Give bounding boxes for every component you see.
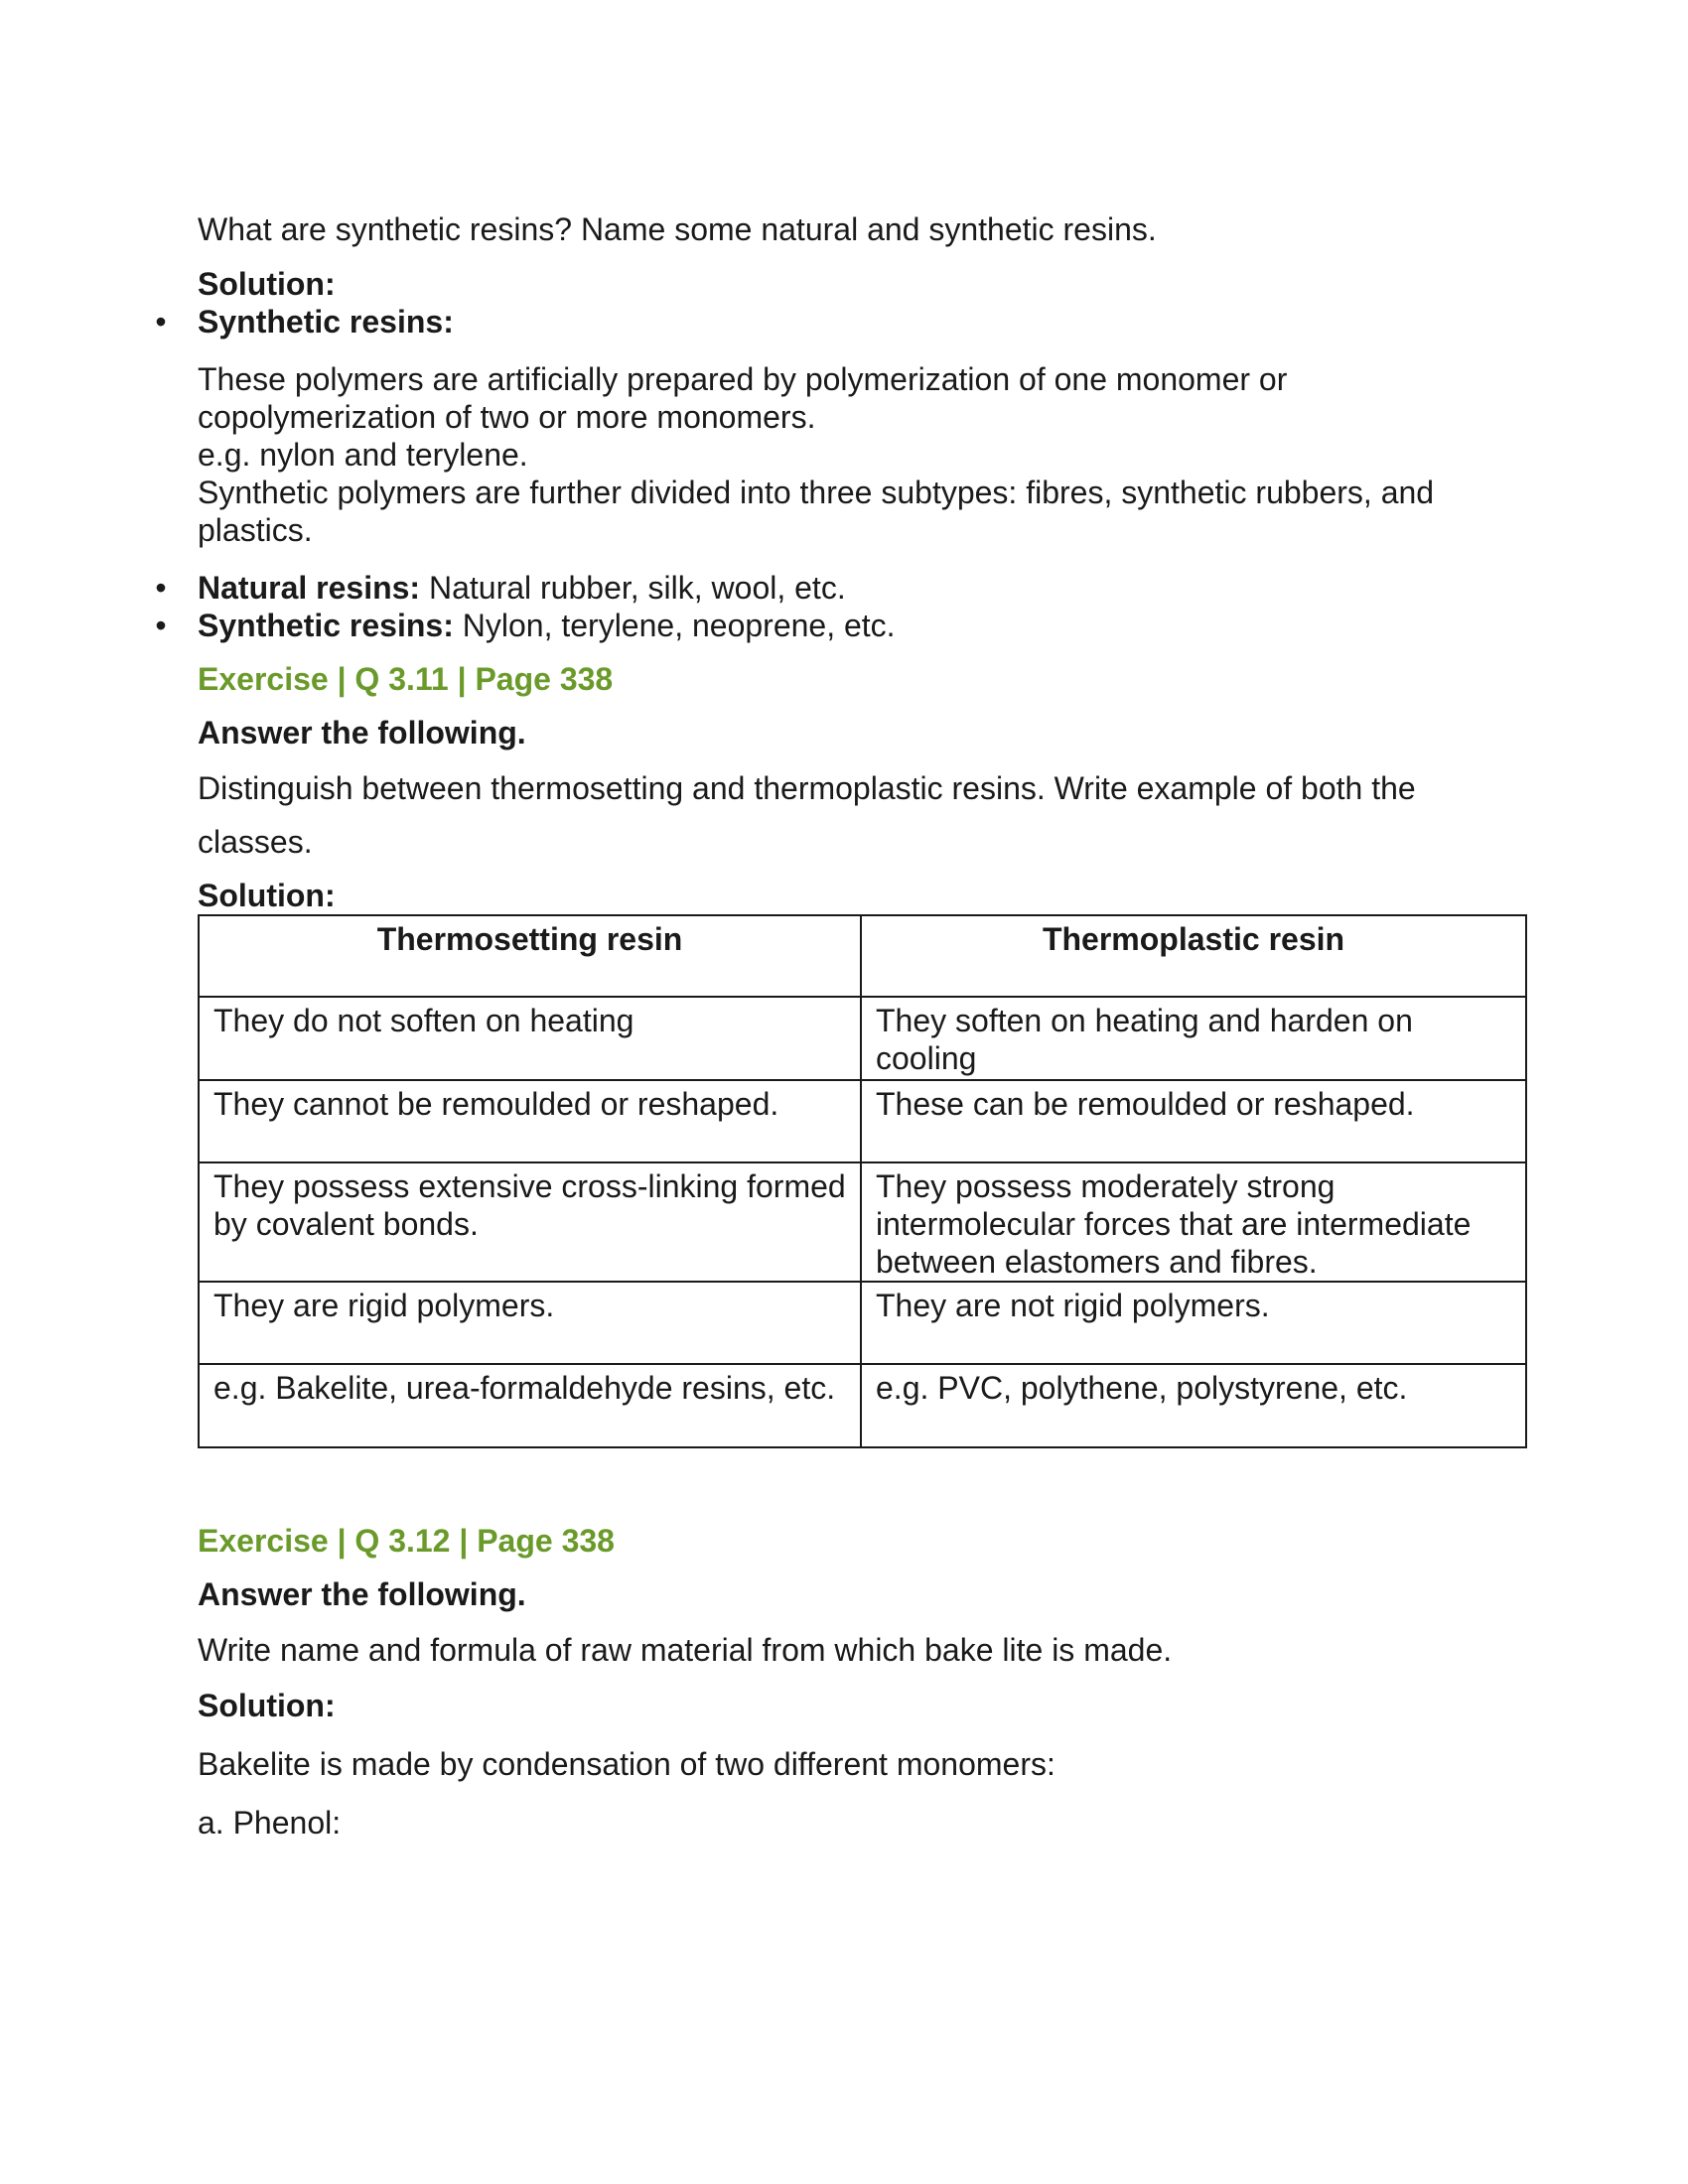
paragraph-line: Synthetic polymers are further divided into three subtypes: fibres, synthetic rubbers, and: [198, 475, 1435, 510]
table-row: [199, 1364, 1526, 1447]
bullet-title: Synthetic resins:: [198, 304, 454, 340]
table-cell: They are not rigid polymers.: [861, 1282, 1526, 1364]
bullet-title: Synthetic resins:: [198, 608, 454, 643]
bullet-icon: •: [155, 304, 167, 340]
question-text: Distinguish between thermosetting and thermoplastic resins. Write example of both the: [198, 770, 1416, 806]
table-cell: They do not soften on heating: [199, 997, 861, 1080]
answer-prompt: Answer the following.: [198, 715, 526, 751]
table-row: [199, 997, 1526, 1080]
paragraph-line: plastics.: [198, 512, 313, 548]
exercise-heading: Exercise | Q 3.12 | Page 338: [198, 1523, 615, 1559]
table-header: Thermoplastic resin: [861, 915, 1526, 997]
table-cell: They are rigid polymers.: [199, 1282, 861, 1364]
bullet-synthetic-resins: [155, 303, 1528, 341]
solution-label: Solution:: [198, 878, 336, 913]
table-row: [199, 1162, 1526, 1282]
solution-label: Solution:: [198, 266, 336, 302]
exercise-heading: Exercise | Q 3.11 | Page 338: [198, 661, 614, 697]
bullet-text: Nylon, terylene, neoprene, etc.: [453, 608, 896, 643]
question-text: What are synthetic resins? Name some natural and synthetic resins.: [198, 211, 1157, 247]
synthetic-resins-paragraph: [198, 360, 1528, 549]
question-text: classes.: [198, 824, 313, 860]
bullet-icon: •: [155, 608, 167, 643]
bullet-text: Natural rubber, silk, wool, etc.: [420, 570, 846, 606]
paragraph-line: These polymers are artificially prepared by polymerization of one monomer or: [198, 361, 1288, 397]
table-header: Thermosetting resin: [199, 915, 861, 997]
answer-text: Bakelite is made by condensation of two different monomers:: [198, 1746, 1055, 1782]
table-cell: e.g. PVC, polythene, polystyrene, etc.: [861, 1364, 1526, 1447]
comparison-table: [198, 914, 1527, 1448]
paragraph-line: e.g. nylon and terylene.: [198, 437, 528, 473]
paragraph-line: copolymerization of two or more monomers.: [198, 399, 816, 435]
table-cell: They cannot be remoulded or reshaped.: [199, 1080, 861, 1162]
table-cell: These can be remoulded or reshaped.: [861, 1080, 1526, 1162]
table-cell: They possess extensive cross-linking formed by covalent bonds.: [199, 1162, 861, 1282]
bullet-natural-resins: [155, 569, 1528, 607]
answer-prompt: Answer the following.: [198, 1576, 526, 1612]
bullet-icon: •: [155, 570, 167, 606]
answer-item: a. Phenol:: [198, 1805, 342, 1841]
table-row: [199, 1282, 1526, 1364]
table-cell: They soften on heating and harden on cooling: [861, 997, 1526, 1080]
table-header-row: [199, 915, 1526, 997]
bullet-title: Natural resins:: [198, 570, 421, 606]
table-cell: They possess moderately strong intermolecular forces that are intermediate between elastomers and fibres.: [861, 1162, 1526, 1282]
document-page: [155, 210, 1528, 1842]
bullet-synthetic-resins-examples: [155, 607, 1528, 644]
table-row: [199, 1080, 1526, 1162]
table-cell: e.g. Bakelite, urea-formaldehyde resins, etc.: [199, 1364, 861, 1447]
solution-label: Solution:: [198, 1688, 336, 1723]
question-text: Write name and formula of raw material from which bake lite is made.: [198, 1632, 1173, 1668]
